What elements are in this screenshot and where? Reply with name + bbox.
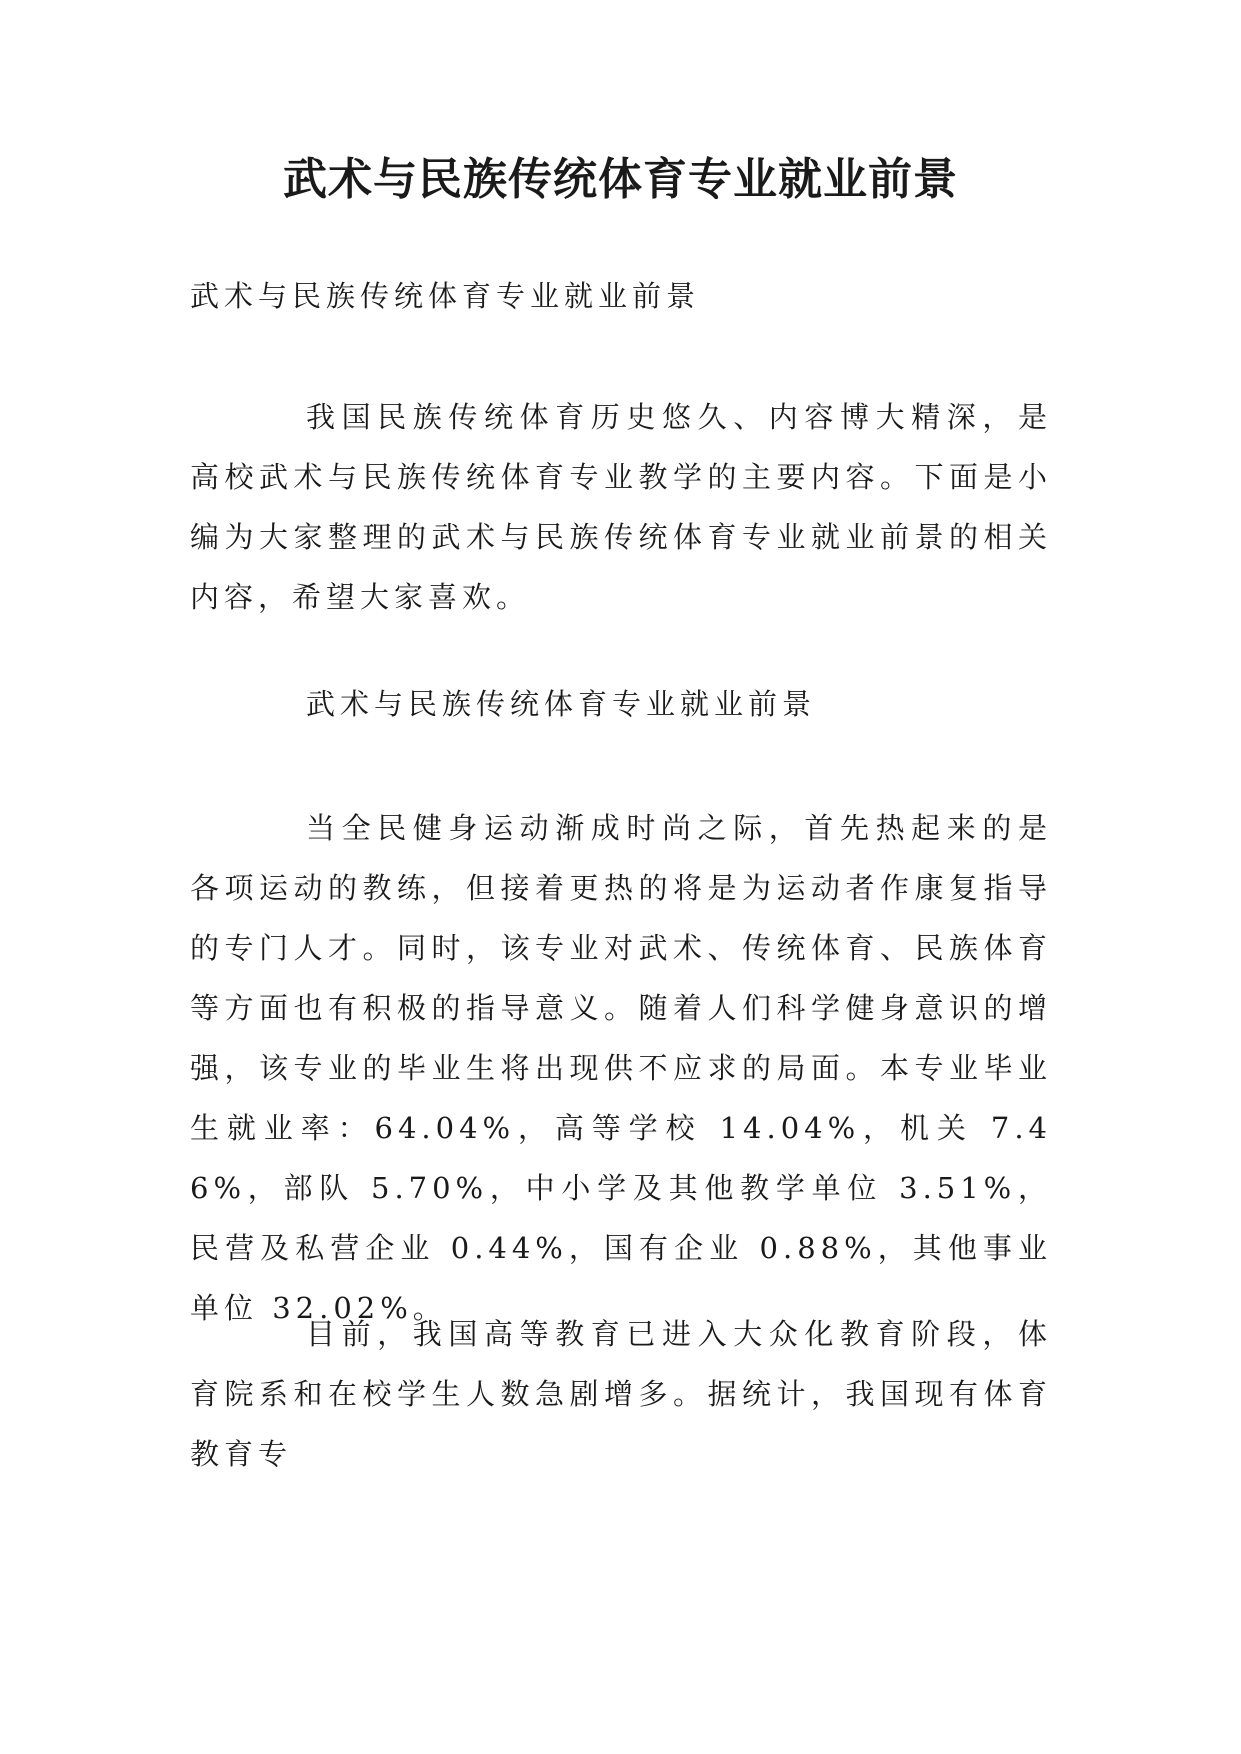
document-title: 武术与民族传统体育专业就业前景 bbox=[283, 154, 958, 205]
section-heading: 武术与民族传统体育专业就业前景 bbox=[306, 687, 817, 721]
higher-education-paragraph: 目前，我国高等教育已进入大众化教育阶段，体育院系和在校学生人数急剧增多。据统计，我国现有体育教育专 bbox=[190, 1317, 1052, 1471]
subtitle-line: 武术与民族传统体育专业就业前景 bbox=[190, 279, 701, 313]
employment-paragraph: 当全民健身运动渐成时尚之际，首先热起来的是各项运动的教练，但接着更热的将是为运动者作康复指导的专门人才。同时，该专业对武术、传统体育、民族体育等方面也有积极的指导意义。随着人们科学健身意识的增强，该专业的毕业生将出现供不应求的局面。本专业毕业生就业率：64.04%，高等学校 14.04%，机关 7.46%，部队 5.70%，中小学及其他教学单位 3.51%，民营及私营企业 0.44%，国有企业 0.88%，其他事业单位 32.02%。 bbox=[190, 811, 1052, 1325]
intro-paragraph: 我国民族传统体育历史悠久、内容博大精深，是高校武术与民族传统体育专业教学的主要内容。下面是小编为大家整理的武术与民族传统体育专业就业前景的相关内容，希望大家喜欢。 bbox=[190, 400, 1052, 614]
